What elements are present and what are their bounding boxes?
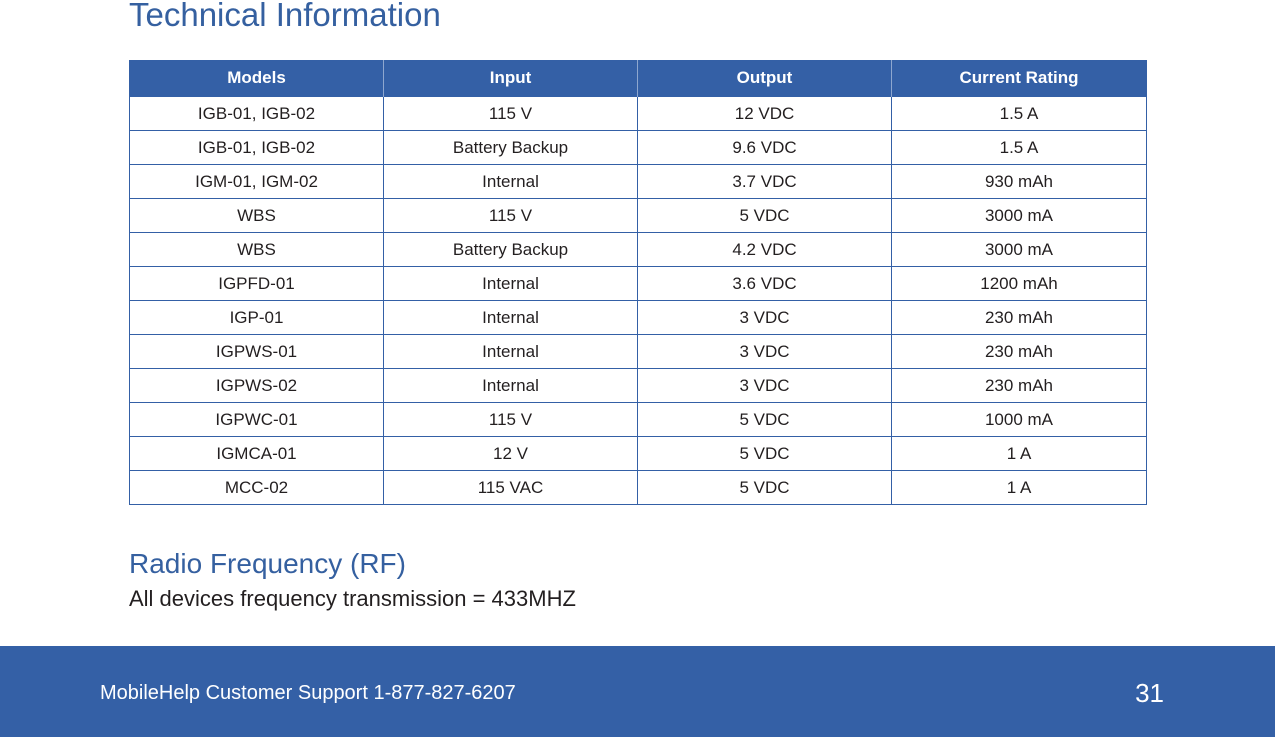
rf-section-title: Radio Frequency (RF) [129,548,406,579]
column-header-models: Models [130,60,384,97]
cell-input: 115 VAC [384,471,638,505]
cell-output: 5 VDC [638,199,892,233]
table-row [130,403,1147,437]
page-number: 31 [1135,678,1164,708]
cell-output: 3.7 VDC [638,165,892,199]
table-row [130,97,1147,131]
column-header-output: Output [638,60,892,97]
table-row [130,301,1147,335]
cell-current-rating: 1.5 A [892,131,1147,165]
table-row [130,199,1147,233]
cell-current-rating: 930 mAh [892,165,1147,199]
cell-model: IGB-01, IGB-02 [130,97,384,131]
cell-input: Internal [384,335,638,369]
cell-input: Internal [384,267,638,301]
cell-input: Battery Backup [384,233,638,267]
cell-model: MCC-02 [130,471,384,505]
table-header-row [130,60,1147,97]
cell-input: 115 V [384,403,638,437]
cell-model: IGPWS-01 [130,335,384,369]
cell-output: 5 VDC [638,437,892,471]
table-row [130,369,1147,403]
cell-input: 115 V [384,199,638,233]
table-body [130,97,1147,505]
table-row [130,471,1147,505]
cell-model: IGP-01 [130,301,384,335]
cell-current-rating: 1200 mAh [892,267,1147,301]
table-row [130,437,1147,471]
page-title: Technical Information [129,0,441,33]
table-row [130,165,1147,199]
cell-output: 3.6 VDC [638,267,892,301]
footer-bar [0,646,1275,737]
cell-current-rating: 1000 mA [892,403,1147,437]
cell-model: IGMCA-01 [130,437,384,471]
cell-output: 5 VDC [638,471,892,505]
cell-output: 4.2 VDC [638,233,892,267]
cell-current-rating: 230 mAh [892,301,1147,335]
rf-section-text: All devices frequency transmission = 433MHZ [129,586,576,611]
cell-input: 12 V [384,437,638,471]
cell-input: Internal [384,165,638,199]
cell-input: Battery Backup [384,131,638,165]
cell-output: 3 VDC [638,301,892,335]
cell-current-rating: 3000 mA [892,199,1147,233]
column-header-input: Input [384,60,638,97]
cell-model: IGPFD-01 [130,267,384,301]
cell-current-rating: 1 A [892,471,1147,505]
cell-output: 3 VDC [638,335,892,369]
table-row [130,335,1147,369]
support-contact-text: MobileHelp Customer Support 1-877-827-6207 [100,682,516,704]
cell-model: WBS [130,233,384,267]
column-header-current-rating: Current Rating [892,60,1147,97]
cell-current-rating: 230 mAh [892,369,1147,403]
cell-model: IGB-01, IGB-02 [130,131,384,165]
cell-output: 3 VDC [638,369,892,403]
cell-output: 9.6 VDC [638,131,892,165]
table-row [130,131,1147,165]
cell-output: 12 VDC [638,97,892,131]
cell-current-rating: 230 mAh [892,335,1147,369]
cell-current-rating: 3000 mA [892,233,1147,267]
cell-model: IGM-01, IGM-02 [130,165,384,199]
cell-model: WBS [130,199,384,233]
cell-model: IGPWS-02 [130,369,384,403]
cell-input: Internal [384,369,638,403]
cell-current-rating: 1 A [892,437,1147,471]
table-header [130,60,1147,97]
table-row [130,233,1147,267]
cell-model: IGPWC-01 [130,403,384,437]
cell-input: 115 V [384,97,638,131]
technical-info-table [129,60,1147,505]
cell-input: Internal [384,301,638,335]
cell-output: 5 VDC [638,403,892,437]
cell-current-rating: 1.5 A [892,97,1147,131]
table-row [130,267,1147,301]
